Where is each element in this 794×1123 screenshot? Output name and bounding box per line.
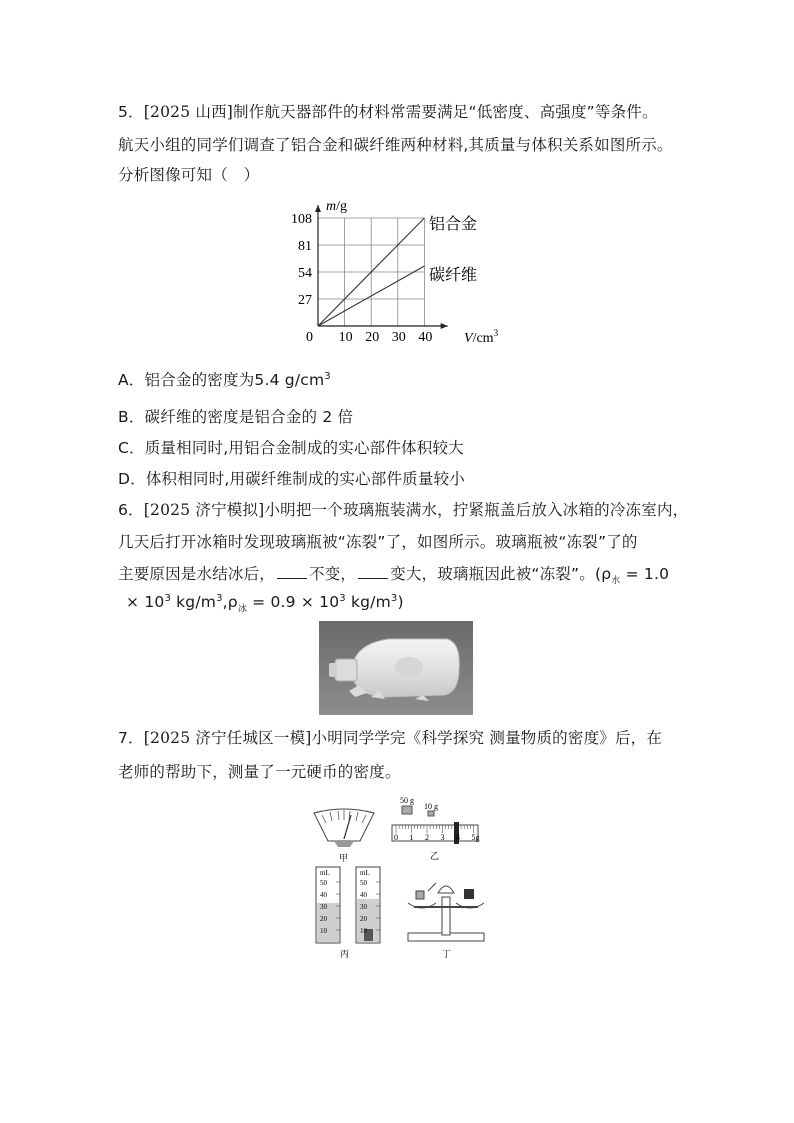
q5-number: 5． [118,103,144,121]
balance-dial-figure [314,809,374,864]
cylinder-tick-label: 10 [320,927,327,935]
y-axis-arrow [315,205,321,212]
label-bing: 丙 [340,950,350,959]
q5-source: [2025 山西] [143,103,234,121]
mass-volume-chart [288,192,528,352]
q5-stem-3: 分析图像可知（ ） [118,166,260,184]
cylinder-tick-label: 30 [320,903,327,911]
answer-blank-1[interactable] [277,564,307,579]
q6-stem-2: 几天后打开冰箱时发现玻璃瓶被“冻裂”了，如图所示。玻璃瓶被“冻裂”了的 [118,533,638,551]
q5-option-a: A．铝合金的密度为5.4 $g/cm^3$ [118,370,331,389]
scale-tick-label: 4 [456,833,460,842]
scale-tick-label: 0 [394,833,398,842]
x-axis-arrow [441,323,448,329]
y-tick-label: 81 [298,239,312,254]
x-tick-label: 10 [338,330,353,345]
q5-option-b: B．碳纤维的密度是铝合金的 2 倍 [118,408,354,426]
axes [315,205,448,329]
q5-stem-2: 航天小组的同学们调查了铝合金和碳纤维两种材料,其质量与体积关系如图所示。 [118,136,673,154]
scale-tick-label: 3 [440,833,445,842]
cylinder-tick-label: 50 [320,879,327,887]
q5-option-d: D．体积相同时,用碳纤维制成的实心部件质量较小 [118,470,465,488]
q5-option-c: C．质量相同时,用铝合金制成的实心部件体积较大 [118,439,464,457]
balance-scale-figure [408,883,484,959]
q6-line1: 6．[2025 济宁模拟]小明把一个玻璃瓶装满水，拧紧瓶盖后放入冰箱的冷冻室内， [118,501,689,519]
series-label-carbon: 碳纤维 [429,265,478,284]
q7-stem-2: 老师的帮助下，测量了一元硬币的密度。 [118,763,401,781]
scale-tick-label: 1 [409,833,414,842]
coin-density-experiment-figure [304,795,504,959]
y-tick-label: 54 [298,266,312,281]
frozen-bottle-photo [319,621,473,715]
x-tick-label: 40 [418,330,433,345]
label-ding: 丁 [442,950,452,959]
y-tick-label: 108 [291,212,312,227]
svg-text:mL: mL [320,869,330,877]
x-tick-label: 20 [365,330,380,345]
cylinder-tick-label: 40 [360,891,367,899]
scale-tick-label: 2 [425,833,429,842]
series-label-aluminum: 铝合金 [429,214,478,233]
svg-text:50 g: 50 g [400,796,414,805]
weights-and-scale-figure [392,796,480,862]
q6-stem-4: × $10^3$ $kg/m^3,\rho_冰 = 0.9 \times 10^3$ $kg/m^3$) [126,593,404,615]
q7-line1: 7．[2025 济宁任城区一模]小明同学学完《科学探究 测量物质的密度》后，在 [118,729,663,747]
label-jia: 甲 [339,854,349,864]
y-tick-label: 27 [298,293,312,308]
scale-tick-label: 5g [471,833,480,842]
svg-text:10 g: 10 g [424,802,438,811]
cylinder-tick-label: 30 [360,903,367,911]
cylinder-tick-label: 40 [320,891,327,899]
graduated-cylinders-figure [316,867,380,959]
cylinder-tick-label: 10 [360,927,367,935]
q6-stem-3: 主要原因是水结冰后， 不变， 变大，玻璃瓶因此被“冻裂”。($\rho_水 = 1.0$ [118,565,670,587]
label-yi: 乙 [430,852,440,862]
q5-line1 [118,100,658,122]
cylinder-tick-label: 20 [360,915,367,923]
svg-text:mL: mL [360,869,370,877]
q6-source: [2025 济宁模拟] [143,501,265,519]
x-tick-label: 30 [391,330,406,345]
cylinder-tick-label: 50 [360,879,367,887]
answer-blank-2[interactable] [358,564,388,579]
cylinder-tick-label: 20 [320,915,327,923]
q7-source: [2025 济宁任城区一模] [143,729,312,747]
y-axis-label: m/g [326,199,348,214]
q5-stem-1: 制作航天器部件的材料常需要满足“低密度、高强度”等条件。 [233,103,658,121]
x-axis-label: $V/cm^3$ [464,328,499,346]
x-tick-label: 0 [306,330,313,345]
